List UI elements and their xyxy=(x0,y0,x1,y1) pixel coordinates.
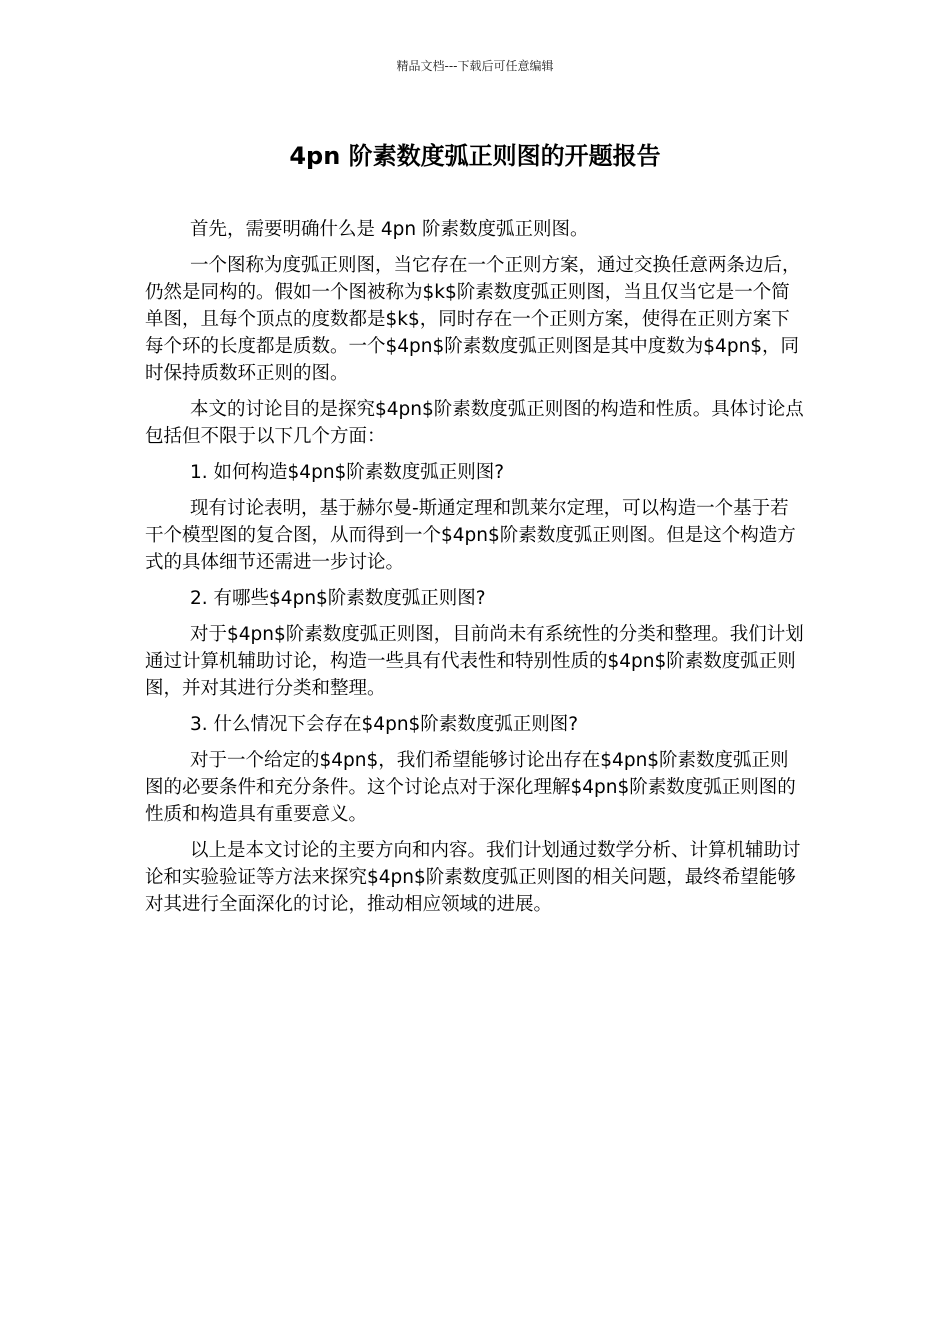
question-3-answer: 对于一个给定的$4pn$，我们希望能够讨论出存在$4pn$阶素数度弧正则图的必要条件和充分条件。这个讨论点对于深化理解$4pn$阶素数度弧正则图的性质和构造具有重要意义。 xyxy=(145,750,796,825)
question-2-answer: 对于$4pn$阶素数度弧正则图，目前尚未有系统性的分类和整理。我们计划通过计算机辅助讨论，构造一些具有代表性和特别性质的$4pn$阶素数度弧正则图，并对其进行分类和整理。 xyxy=(145,624,804,699)
paragraph-intro: 首先，需要明确什么是 4pn 阶素数度弧正则图。 xyxy=(190,219,589,240)
question-2-heading: 2. 有哪些$4pn$阶素数度弧正则图? xyxy=(190,588,486,609)
page-header: 精品文档---下载后可任意编辑 xyxy=(396,59,554,73)
question-3-heading: 3. 什么情况下会存在$4pn$阶素数度弧正则图? xyxy=(190,714,579,735)
paragraph-conclusion: 以上是本文讨论的主要方向和内容。我们计划通过数学分析、计算机辅助讨论和实验验证等方法来探究$4pn$阶素数度弧正则图的相关问题，最终希望能够对其进行全面深化的讨论，推动相应领域的进展。 xyxy=(145,840,801,915)
question-1-heading: 1. 如何构造$4pn$阶素数度弧正则图? xyxy=(190,462,505,483)
document-body xyxy=(145,216,805,927)
question-1-answer: 现有讨论表明，基于赫尔曼-斯通定理和凯莱尔定理，可以构造一个基于若干个模型图的复合图，从而得到一个$4pn$阶素数度弧正则图。但是这个构造方式的具体细节还需进一步讨论。 xyxy=(145,498,796,573)
paragraph-definition: 一个图称为度弧正则图，当它存在一个正则方案，通过交换任意两条边后，仍然是同构的。假如一个图被称为$k$阶素数度弧正则图，当且仅当它是一个简单图，且每个顶点的度数都是$k$，同时存在一个正则方案，使得在正则方案下每个环的长度都是质数。一个$4pn$阶素数度弧正则图是其中度数为$4pn$，同时保持质数环正则的图。 xyxy=(145,255,801,384)
paragraph-purpose: 本文的讨论目的是探究$4pn$阶素数度弧正则图的构造和性质。具体讨论点包括但不限于以下几个方面： xyxy=(145,399,804,447)
document-title: 4pn 阶素数度弧正则图的开题报告 xyxy=(289,142,661,170)
